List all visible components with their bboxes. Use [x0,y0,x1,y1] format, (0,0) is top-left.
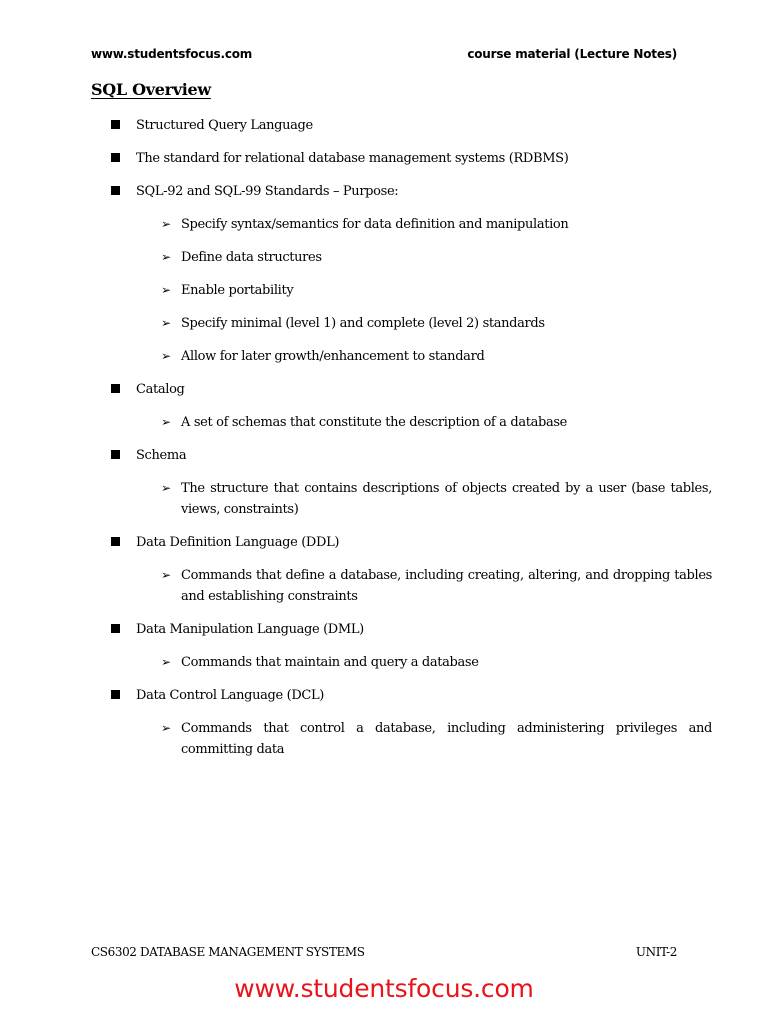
black-square-bullet-icon [111,120,120,129]
header-website: www.studentsfocus.com [91,47,253,61]
arrowhead-bullet-icon: ➢ [161,568,171,582]
black-square-bullet-icon [111,186,120,195]
list-item-text: Commands that control a database, including administering privileges and committing data [181,721,712,757]
list-item-text: Schema [136,448,187,463]
black-square-bullet-icon [111,690,120,699]
list-item-text: Data Definition Language (DDL) [136,535,340,550]
list-item [91,565,712,607]
list-item-text: Commands that define a database, including creating, altering, and dropping tables and establishing constraints [181,568,712,604]
list-item-text: Catalog [136,382,185,397]
list-item [91,346,712,367]
list-item [91,313,712,334]
list-item-text: Data Manipulation Language (DML) [136,622,364,637]
page-title: SQL Overview [91,80,211,99]
list-item [91,619,712,640]
footer-course-name: CS6302 DATABASE MANAGEMENT SYSTEMS [91,945,365,959]
list-item-text: Enable portability [181,283,294,298]
list-item-text: Commands that maintain and query a database [181,655,479,670]
footer-unit: UNIT-2 [635,945,677,959]
bullet-list [91,115,712,772]
list-item-text: SQL-92 and SQL-99 Standards – Purpose: [136,184,399,199]
arrowhead-bullet-icon: ➢ [161,415,171,429]
watermark-website: www.studentsfocus.com [234,974,534,1003]
arrowhead-bullet-icon: ➢ [161,283,171,297]
list-item [91,652,712,673]
list-item-text: Data Control Language (DCL) [136,688,325,703]
list-item [91,445,712,466]
arrowhead-bullet-icon: ➢ [161,217,171,231]
list-item [91,718,712,760]
list-item-text: Define data structures [181,250,322,265]
black-square-bullet-icon [111,537,120,546]
list-item-text: Specify minimal (level 1) and complete (level 2) standards [181,316,545,331]
list-item [91,412,712,433]
list-item [91,685,712,706]
arrowhead-bullet-icon: ➢ [161,250,171,264]
list-item-text: Structured Query Language [136,118,313,133]
list-item [91,214,712,235]
arrowhead-bullet-icon: ➢ [161,721,171,735]
list-item [91,532,712,553]
list-item [91,148,712,169]
list-item-text: A set of schemas that constitute the description of a database [181,415,568,430]
list-item [91,247,712,268]
list-item [91,379,712,400]
list-item [91,115,712,136]
black-square-bullet-icon [111,153,120,162]
arrowhead-bullet-icon: ➢ [161,349,171,363]
arrowhead-bullet-icon: ➢ [161,655,171,669]
black-square-bullet-icon [111,450,120,459]
header-course-material: course material (Lecture Notes) [467,47,677,61]
list-item-text: Allow for later growth/enhancement to standard [181,349,485,364]
arrowhead-bullet-icon: ➢ [161,481,171,495]
black-square-bullet-icon [111,384,120,393]
list-item [91,280,712,301]
list-item [91,181,712,202]
list-item-text: Specify syntax/semantics for data definition and manipulation [181,217,569,232]
list-item-text: The structure that contains descriptions of objects created by a user (base tables, views, constraints) [181,481,712,517]
list-item-text: The standard for relational database management systems (RDBMS) [136,151,569,166]
list-item [91,478,712,520]
arrowhead-bullet-icon: ➢ [161,316,171,330]
black-square-bullet-icon [111,624,120,633]
